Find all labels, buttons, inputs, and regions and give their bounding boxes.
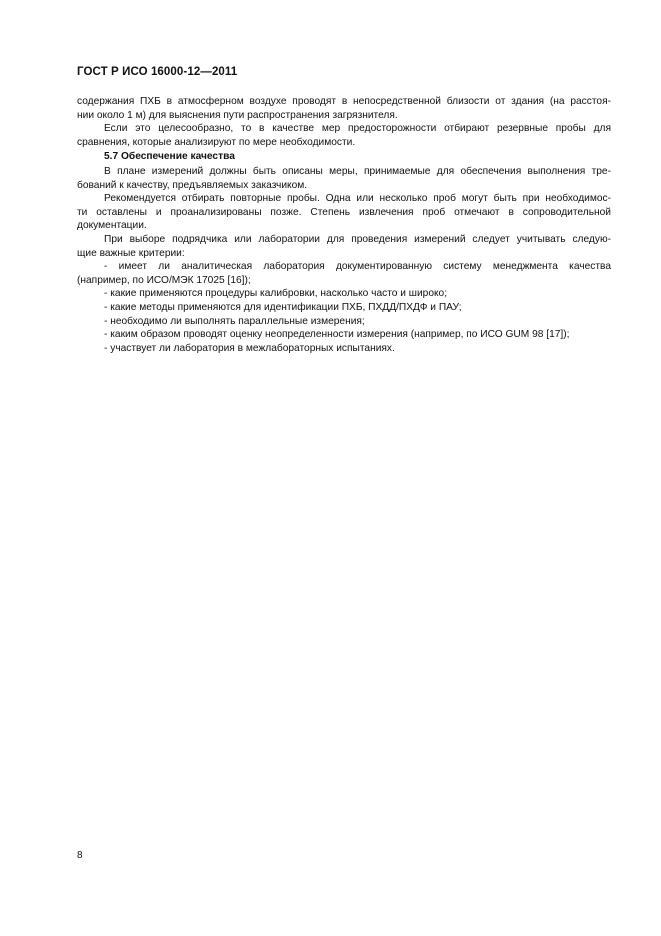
paragraph-repeat-samples xyxy=(77,192,611,233)
paragraph-contractor-selection xyxy=(77,233,611,260)
list-item xyxy=(77,260,611,287)
text-line: (например, по ИСО/МЭК 17025 [16]); xyxy=(77,274,251,286)
text-line: содержания ПХБ в атмосферном воздухе проводят в непосредственной близости от здания (на расстоя- xyxy=(77,96,611,107)
list-item: - какие применяются процедуры калибровки, насколько часто и широко; xyxy=(104,288,448,300)
document-body xyxy=(77,95,611,355)
text-line: ти оставлены и проанализированы позже. Степень извлечения проб отмечают в сопроводительной xyxy=(77,206,611,218)
paragraph-continuation xyxy=(77,95,611,122)
list-item: - участвует ли лаборатория в межлабораторных испытаниях. xyxy=(104,342,395,354)
text-line: сравнения, которые анализируют по мере необходимости. xyxy=(77,136,356,148)
text-line: Если это целесообразно, то в качестве мер предосторожности отбирают резервные пробы для xyxy=(104,123,611,135)
text-line: Рекомендуется отбирать повторные пробы. Одна или несколько проб могут быть при необходимос- xyxy=(104,193,611,205)
text-line: - имеет ли аналитическая лаборатория документированную систему менеджмента качества xyxy=(104,261,611,273)
text-line: бований к качеству, предъявляемых заказчиком. xyxy=(77,179,308,191)
document-header-title: ГОСТ Р ИСО 16000-12—2011 xyxy=(77,66,238,78)
paragraph-measurement-plan xyxy=(77,165,611,192)
text-line: В плане измерений должны быть описаны меры, принимаемые для обеспечения выполнения тре- xyxy=(104,165,611,177)
criteria-list xyxy=(77,260,611,355)
text-line: При выборе подрядчика или лаборатории для проведения измерений следует учитывать следую- xyxy=(104,233,611,245)
text-line: документации. xyxy=(77,220,147,232)
paragraph-reserve-samples xyxy=(77,122,611,149)
page-number: 8 xyxy=(77,850,83,861)
list-item: - какие методы применяются для идентификации ПХБ, ПХДД/ПХДФ и ПАУ; xyxy=(104,301,462,313)
text-line: щие важные критерии: xyxy=(77,247,185,259)
list-item: - необходимо ли выполнять параллельные измерения; xyxy=(104,315,365,327)
section-heading: 5.7 Обеспечение качества xyxy=(104,151,235,163)
list-item: - каким образом проводят оценку неопределенности измерения (например, по ИСО GUM 98 [17]); xyxy=(104,329,570,341)
text-line: нии около 1 м) для выяснения пути распространения загрязнителя. xyxy=(77,109,398,121)
